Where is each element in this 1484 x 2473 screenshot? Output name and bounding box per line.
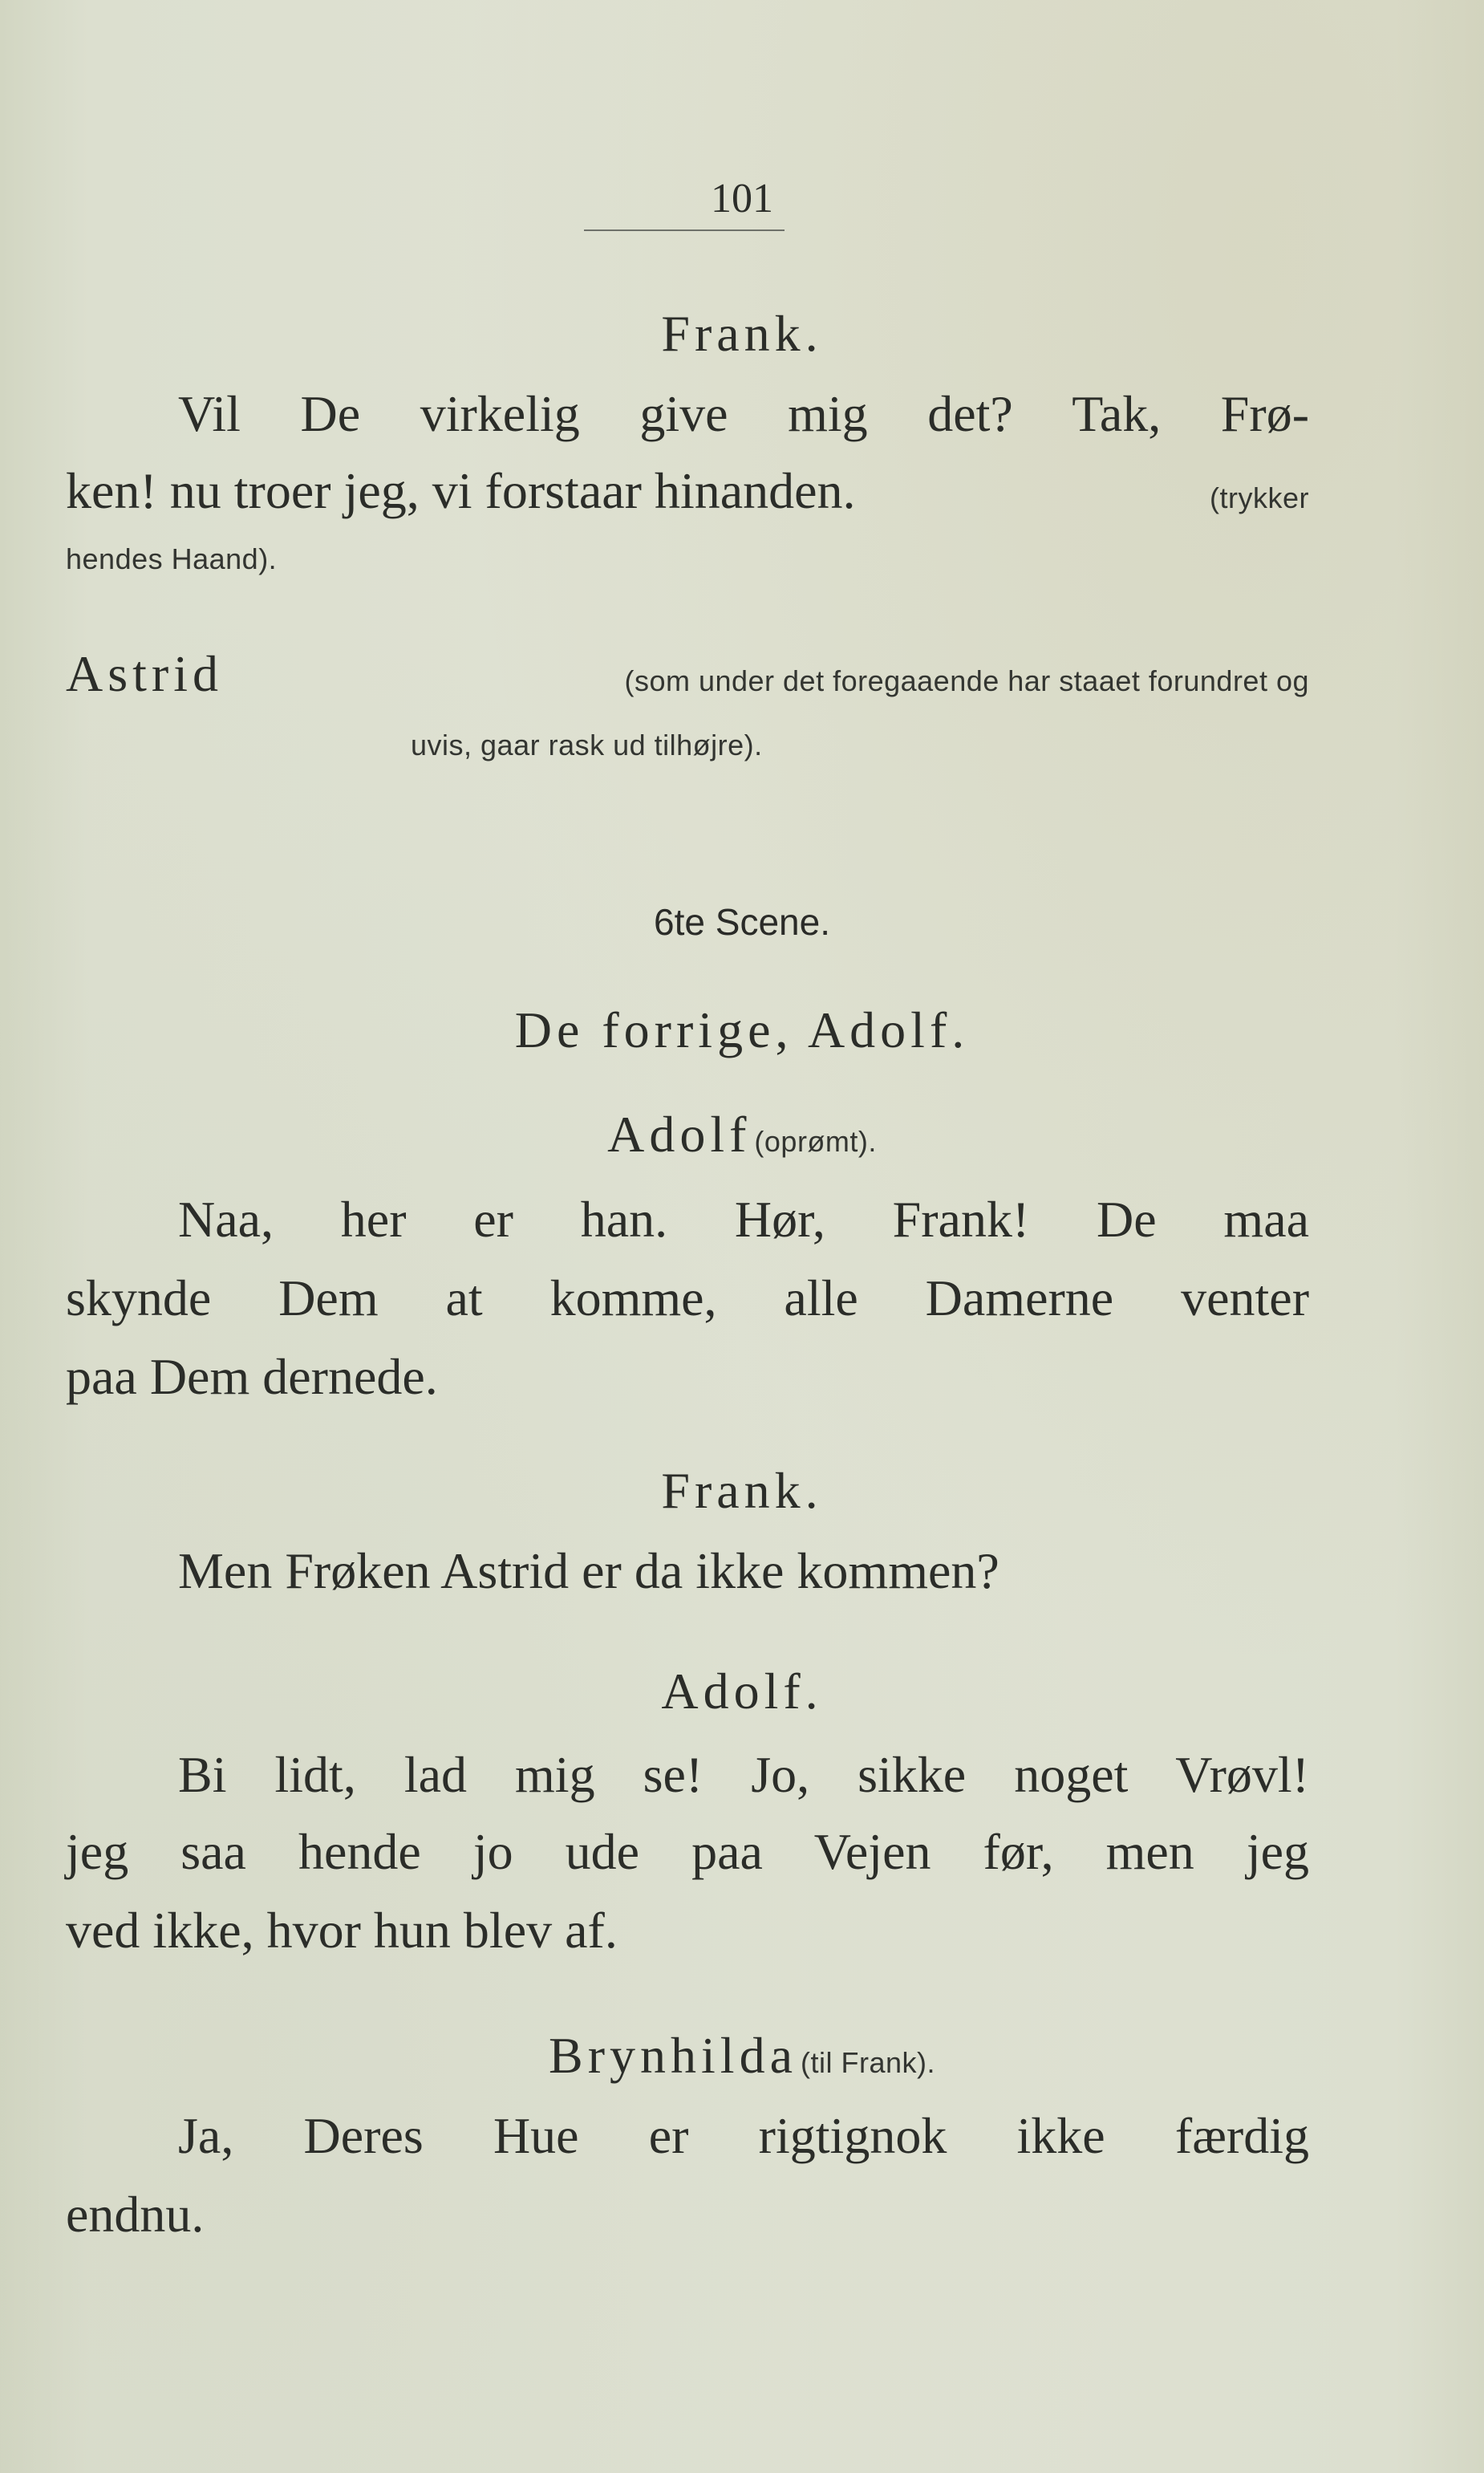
speaker-brynhilda: Brynhilda	[549, 2027, 797, 2084]
brynhilda-stage-direction: (til Frank).	[800, 2046, 935, 2079]
frank-stage-direction: (trykker	[1210, 481, 1309, 514]
speaker-adolf: Adolf	[607, 1106, 752, 1163]
page-number: 101	[711, 176, 773, 221]
speaker-frank-2: Frank.	[661, 1462, 823, 1519]
adolf-line-3: paa Dem dernede.	[66, 1348, 438, 1405]
page-number-rule	[584, 229, 785, 231]
brynhilda-line-2: endnu.	[66, 2186, 205, 2243]
adolf-line-2: skynde Dem at komme, alle Damerne venter	[66, 1269, 1309, 1326]
speaker-frank: Frank.	[661, 305, 823, 362]
scene-cast: De forrige, Adolf.	[514, 1001, 970, 1058]
scene-heading: 6te Scene.	[654, 901, 830, 943]
frank-stage-direction-cont: hendes Haand).	[66, 542, 278, 575]
speaker-astrid: Astrid	[66, 645, 223, 702]
adolf2-line-3: ved ikke, hvor hun blev af.	[66, 1902, 618, 1959]
speaker-adolf-2: Adolf.	[661, 1663, 823, 1720]
frank-line-2-text: ken! nu troer jeg, vi forstaar hinanden.	[66, 462, 856, 519]
brynhilda-speaker-line	[0, 2027, 1484, 2084]
adolf-speaker-line	[0, 1106, 1484, 1163]
astrid-stage-direction-cont: uvis, gaar rask ud tilhøjre).	[411, 729, 763, 761]
adolf-stage-direction: (oprømt).	[754, 1125, 877, 1158]
astrid-direction	[66, 645, 1309, 702]
adolf2-line-1: Bi lidt, lad mig se! Jo, sikke noget Vrøvl!	[178, 1746, 1309, 1803]
adolf-line-1: Naa, her er han. Hør, Frank! De maa	[178, 1191, 1309, 1248]
frank-line-1: Vil De virkelig give mig det? Tak, Frø-	[178, 385, 1309, 442]
frank-line-2	[66, 462, 1309, 519]
frank2-line-1: Men Frøken Astrid er da ikke kommen?	[178, 1542, 999, 1599]
adolf2-line-2: jeg saa hende jo ude paa Vejen før, men jeg	[66, 1823, 1309, 1880]
brynhilda-line-1: Ja, Deres Hue er rigtignok ikke færdig	[178, 2107, 1309, 2164]
astrid-stage-direction: (som under det foregaaende har staaet forundret og	[624, 664, 1309, 697]
